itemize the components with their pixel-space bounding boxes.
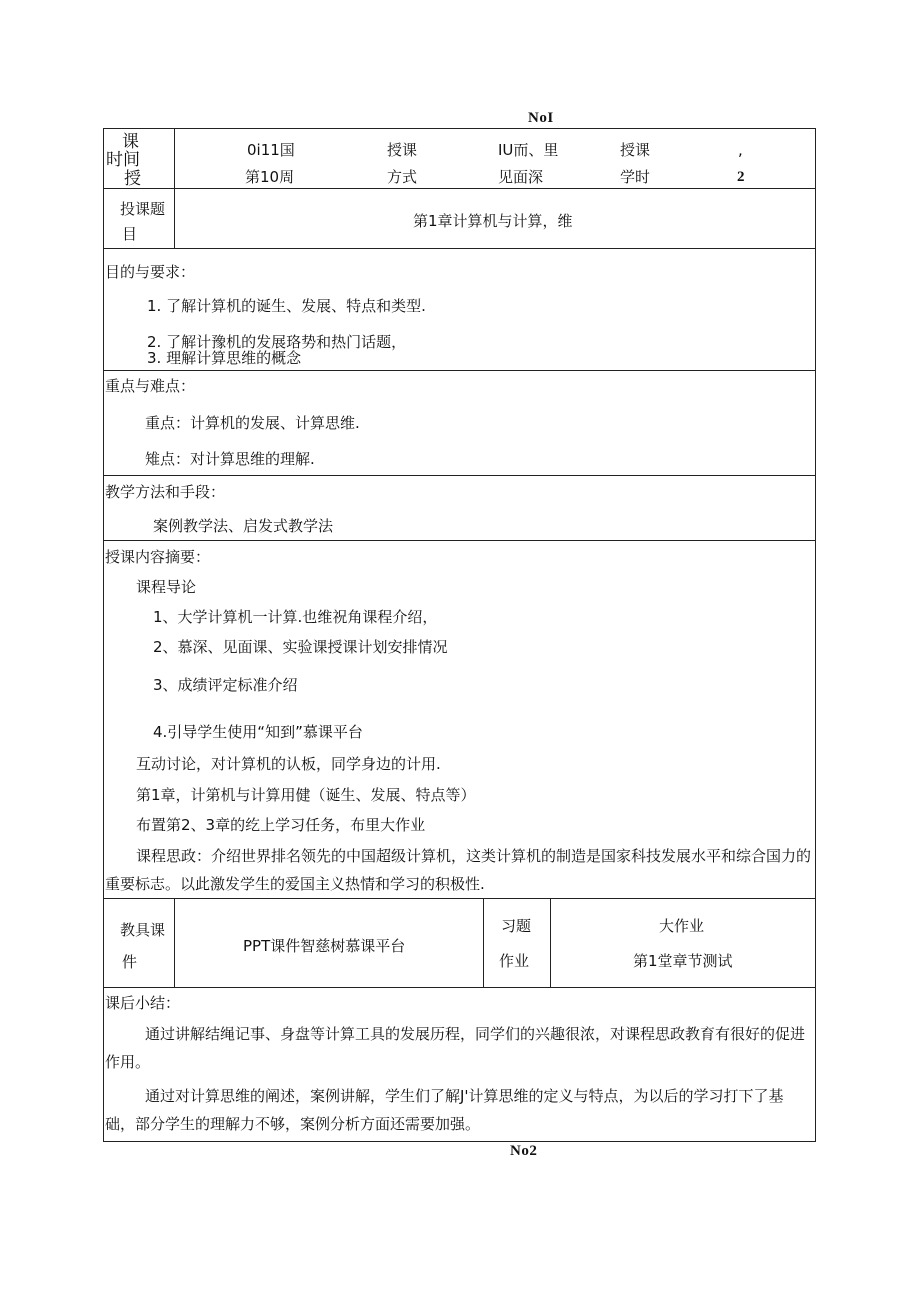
tools-label-line1: 教具课 <box>120 921 166 939</box>
row-divider-topic <box>103 248 816 249</box>
row-divider-keypoints <box>103 475 816 476</box>
mode-value-top: IU而、里 <box>498 141 559 159</box>
summary-item-1: 1、大学计算机一计算.也维祝角课程介绍， <box>153 608 438 626</box>
summary-intro: 课程导论 <box>136 578 197 596</box>
summary-item-4: 4.引导学生使用“知到”慕课平台 <box>153 723 363 741</box>
reflection-para-1: 通过讲解结绳记事、身盘等计算工具的发展历程，同学们的兴趣很浓，对课程思政教育有很好的促进作用。 <box>105 1025 806 1071</box>
objective-item-1: 1. 了解计算机的诞生、发展、特点和类型. <box>147 297 426 315</box>
topic-value: 第1章计算机与计算，维 <box>413 212 573 230</box>
week-value-bottom: 第10周 <box>245 168 295 186</box>
summary-line-6: 第1章，计第机与计算用健（诞生、发展、特点等） <box>136 786 476 804</box>
summary-heading: 授课内容摘要： <box>105 548 211 566</box>
homework-value-line2: 第1堂章节测试 <box>633 952 733 970</box>
objective-item-2: 2. 了解计豫机的发展珞势和热门话题， <box>147 333 407 351</box>
time-label-char2: 时间 <box>106 150 140 170</box>
row-divider-methods <box>103 540 816 541</box>
objective-item-3: 3. 理解计算思维的概念 <box>147 349 302 367</box>
lesson-plan-table <box>103 128 816 1142</box>
page-number-bottom: No2 <box>510 1143 538 1159</box>
summary-ideology: 课程思政：介绍世界排名领先的中国超级计算机，这类计算机的制造是国家科技发展水平和综合国力的重要标志。以此激发学生的爱国主义热情和学习的积极性. <box>105 847 812 893</box>
summary-line-7: 布置第2、3章的纥上学习任务，布里大作业 <box>136 816 426 834</box>
summary-item-3: 3、成绩评定标准介绍 <box>153 676 298 694</box>
reflection-heading: 课后小结： <box>105 994 181 1012</box>
key-point: 重点：计算机的发展、计算思维. <box>145 414 360 432</box>
tools-label-line2: 件 <box>122 953 138 971</box>
mode-label-top: 授课 <box>387 141 418 159</box>
hours-value-top: , <box>738 141 743 159</box>
hours-value-bottom: 2 <box>737 169 745 185</box>
row-divider-objectives <box>103 370 816 371</box>
mode-value-bottom: 见面深 <box>498 168 544 186</box>
tools-value: PPT课件智慈树慕课平台 <box>243 937 406 955</box>
time-label-char3: 授 <box>124 169 141 189</box>
hours-label-top: 授课 <box>620 141 651 159</box>
mode-label-bottom: 方式 <box>387 168 418 186</box>
row-divider-header <box>103 188 816 189</box>
topic-label-line2: 目 <box>122 225 138 243</box>
page-number-top: NoI <box>528 110 554 126</box>
methods-heading: 教学方法和手段： <box>105 483 226 501</box>
col-divider-label <box>174 128 175 248</box>
col-divider-homework-label <box>550 898 551 987</box>
col-divider-tools-label <box>174 898 175 987</box>
row-divider-tools <box>103 987 816 988</box>
reflection-para-2: 通过对计算思维的阐述，案例讲解，学生们了解J'计算思维的定义与特点，为以后的学习打下了基础，部分学生的理解力不够，案例分析方面还需要加强。 <box>105 1087 784 1133</box>
row-divider-summary <box>103 898 816 899</box>
time-label-char1: 课 <box>122 132 139 152</box>
keypoints-heading: 重点与难点： <box>105 377 196 395</box>
homework-label-line2: 作业 <box>499 952 530 970</box>
topic-label-line1: 投课题 <box>120 200 166 218</box>
summary-line-5: 互动讨论，对计算机的认板，同学身边的计用. <box>136 755 441 773</box>
col-divider-tools-value <box>483 898 484 987</box>
objectives-heading: 目的与要求： <box>105 263 196 281</box>
week-value-top: 0i11国 <box>247 141 295 159</box>
summary-item-2: 2、慕深、见面课、实验课授课计划安排情况 <box>153 638 448 656</box>
homework-label-line1: 习题 <box>501 917 532 935</box>
methods-value: 案例教学法、启发式教学法 <box>153 517 334 535</box>
homework-value-line1: 大作业 <box>659 917 705 935</box>
difficult-point: 雉点：对计算思维的理解. <box>145 450 315 468</box>
hours-label-bottom: 学时 <box>620 168 651 186</box>
objective-item-3-clipped <box>147 349 302 370</box>
